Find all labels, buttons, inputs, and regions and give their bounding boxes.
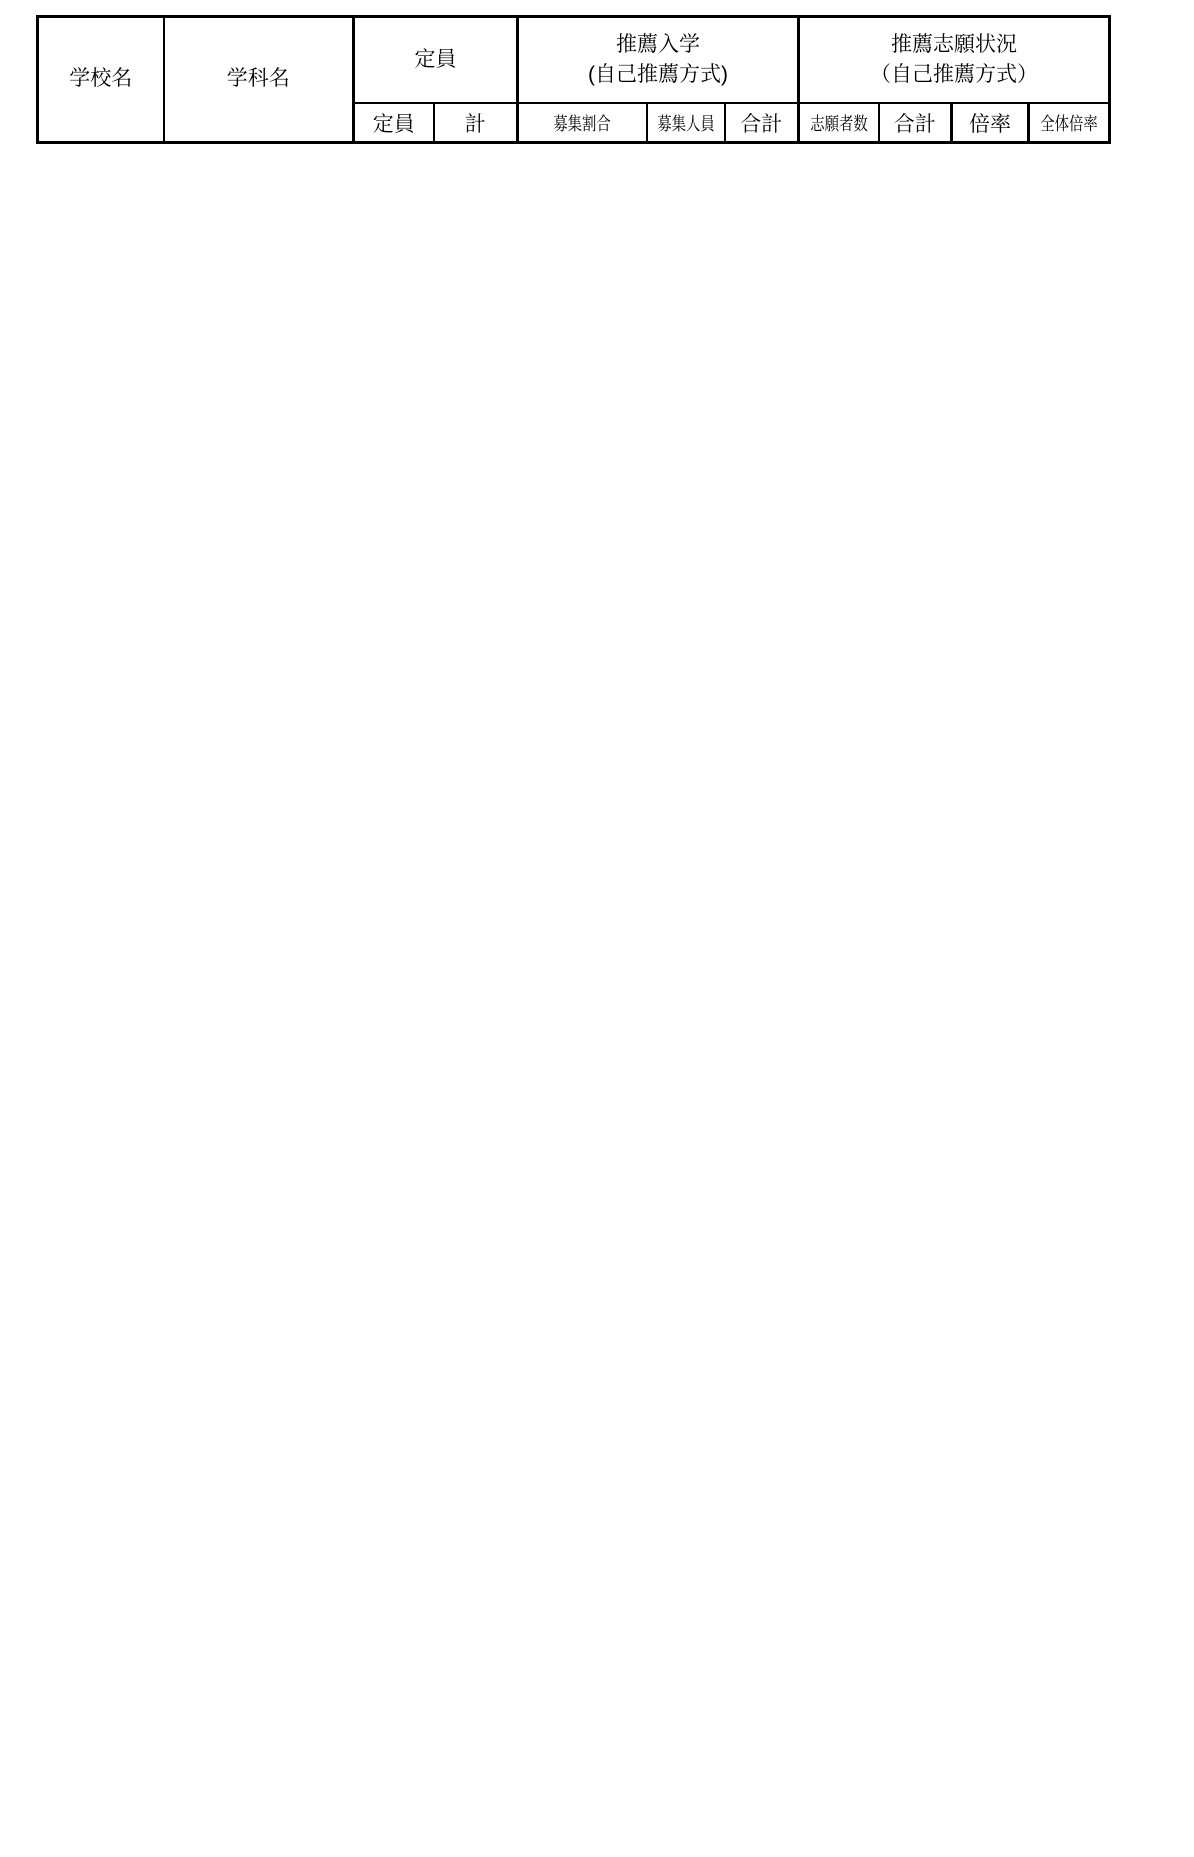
header-capacity: 定員 [354, 103, 434, 143]
header-recruit-ratio: 募集割合 [518, 103, 647, 143]
header-applicants: 志願者数 [799, 103, 879, 143]
header-admission-group: 推薦入学 (自己推薦方式) [518, 17, 799, 104]
header-capacity-total: 計 [434, 103, 518, 143]
header-recruit-count: 募集人員 [647, 103, 725, 143]
header-recruit-total: 合計 [725, 103, 799, 143]
header-school-name: 学校名 [38, 17, 164, 143]
admissions-table [36, 15, 1111, 144]
header-applicant-total: 合計 [879, 103, 952, 143]
table-header [38, 17, 1110, 143]
header-rate: 倍率 [952, 103, 1029, 143]
header-overall-rate: 全体倍率 [1029, 103, 1110, 143]
header-status-group: 推薦志願状況 （自己推薦方式） [799, 17, 1110, 104]
header-department-name: 学科名 [164, 17, 354, 143]
header-capacity-group: 定員 [354, 17, 518, 104]
